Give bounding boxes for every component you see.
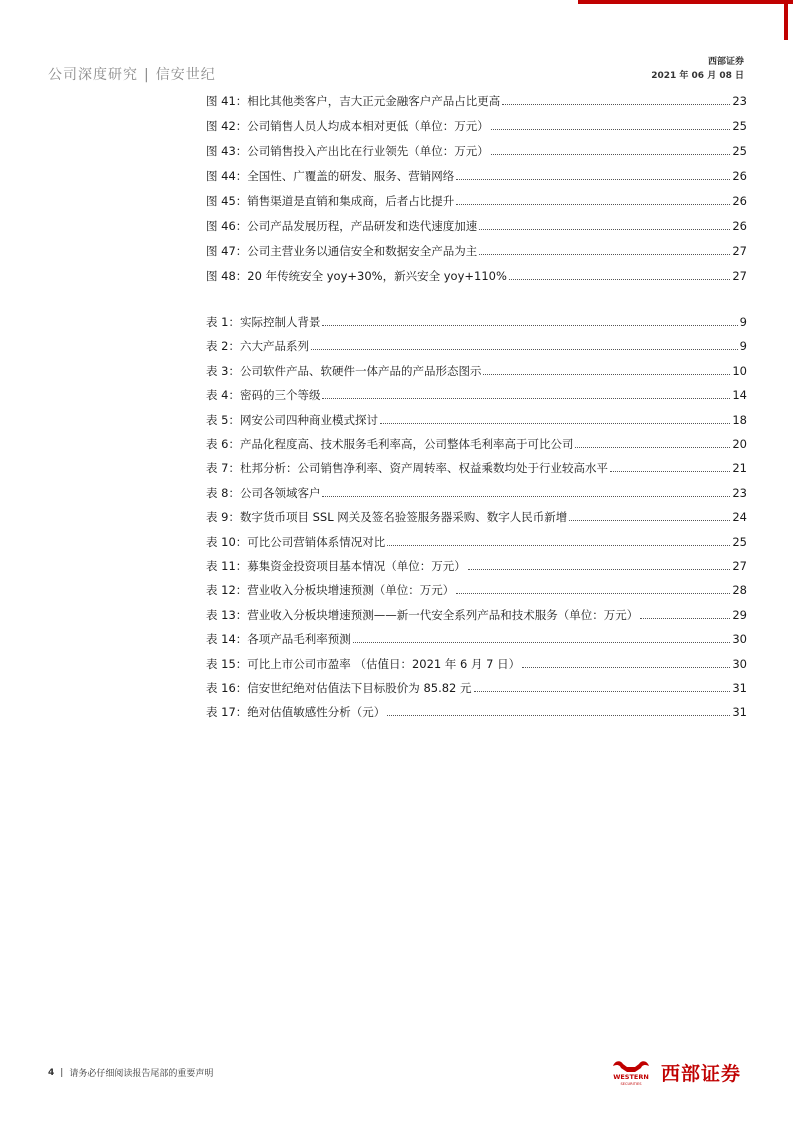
toc-entry-table-7[interactable] (206, 459, 747, 475)
toc-page: 25 (732, 534, 747, 549)
leader-dots (491, 154, 731, 155)
toc-page: 24 (732, 510, 747, 525)
toc-entry-figure-47[interactable] (206, 242, 747, 258)
toc-entry-figure-46[interactable] (206, 217, 747, 233)
leader-dots (569, 520, 730, 521)
toc-entry-table-17[interactable] (206, 703, 747, 719)
toc-label: 图 42：公司销售人员人均成本相对更低（单位：万元） (206, 119, 489, 133)
leader-dots (380, 423, 730, 424)
toc-page: 30 (732, 656, 747, 671)
header-right-block (651, 55, 744, 83)
toc-page: 18 (732, 412, 747, 427)
toc-entry-table-4[interactable] (206, 386, 747, 402)
leader-dots (311, 349, 738, 350)
toc-page: 21 (732, 461, 747, 476)
logo-english-sub: SECURITIES (620, 1082, 642, 1086)
toc-label: 表 2：六大产品系列 (206, 339, 309, 354)
toc-page: 27 (732, 244, 747, 258)
leader-dots (387, 715, 730, 716)
toc-label: 图 48：20 年传统安全 yoy+30%，新兴安全 yoy+110% (206, 269, 507, 283)
leader-dots (468, 569, 731, 570)
toc-label: 表 12：营业收入分板块增速预测（单位：万元） (206, 583, 455, 598)
leader-dots (322, 325, 737, 326)
toc-label: 表 4：密码的三个等级 (206, 388, 321, 403)
toc-entry-figure-45[interactable] (206, 192, 747, 208)
toc-label: 图 44：全国性、广覆盖的研发、服务、营销网络 (206, 169, 455, 183)
toc-page: 30 (732, 632, 747, 647)
toc-label: 表 6：产品化程度高、技术服务毛利率高，公司整体毛利率高于可比公司 (206, 437, 574, 451)
leader-dots (322, 496, 730, 497)
toc-page: 14 (732, 388, 747, 403)
leader-dots (479, 229, 730, 230)
leader-dots (483, 374, 730, 375)
toc-page: 26 (732, 219, 747, 233)
toc-label: 表 7：杜邦分析：公司销售净利率、资产周转率、权益乘数均处于行业较高水平 (206, 461, 608, 476)
toc-page: 9 (739, 315, 747, 329)
toc-label: 表 11：募集资金投资项目基本情况（单位：万元） (206, 559, 466, 573)
toc-label: 表 8：公司各领域客户 (206, 485, 321, 500)
toc-label: 表 10：可比公司营销体系情况对比 (206, 534, 386, 549)
leader-dots (502, 104, 730, 105)
toc-label: 表 16：信安世纪绝对估值法下目标股价为 85.82 元 (206, 681, 472, 695)
toc-page: 27 (732, 559, 747, 573)
toc-entry-table-5[interactable] (206, 411, 747, 427)
corner-bar-horizontal (578, 0, 793, 4)
leader-dots (322, 398, 730, 399)
leader-dots (456, 593, 730, 594)
toc-entry-table-9[interactable] (206, 508, 747, 524)
toc-entry-figure-41[interactable] (206, 92, 747, 108)
toc-page: 29 (732, 607, 747, 622)
toc-label: 图 41：相比其他类客户，吉大正元金融客户产品占比更高 (206, 94, 501, 108)
leader-dots (522, 667, 730, 668)
leader-dots (456, 179, 730, 180)
toc-label: 表 5：网安公司四种商业模式探讨 (206, 412, 378, 427)
toc-label: 表 13：营业收入分板块增速预测——新一代安全系列产品和技术服务（单位：万元） (206, 607, 639, 622)
toc-page: 10 (732, 363, 747, 378)
toc-page: 20 (732, 437, 747, 451)
toc-entry-table-8[interactable] (206, 484, 747, 500)
leader-dots (640, 618, 730, 619)
footer-divider: | (60, 1067, 64, 1078)
leader-dots (479, 254, 730, 255)
footer-notice (48, 1066, 213, 1079)
leader-dots (610, 471, 730, 472)
toc-page: 28 (732, 583, 747, 598)
report-type: 公司深度研究 (48, 67, 138, 83)
toc-label: 表 3：公司软件产品、软硬件一体产品的产品形态图示 (206, 363, 482, 378)
toc-entry-table-12[interactable] (206, 581, 747, 597)
toc-entry-table-14[interactable] (206, 630, 747, 646)
toc-entry-table-2[interactable] (206, 337, 747, 353)
toc-page: 9 (739, 339, 747, 354)
toc-entry-table-16[interactable] (206, 679, 747, 695)
disclaimer-text: 请务必仔细阅读报告尾部的重要声明 (69, 1069, 214, 1079)
header-divider: | (144, 67, 150, 83)
leader-dots (509, 279, 730, 280)
toc-label: 表 15：可比上市公司市盈率 （估值日：2021 年 6 月 7 日） (206, 656, 521, 671)
firm-logo (605, 1057, 750, 1087)
toc-page: 31 (732, 681, 747, 695)
toc-label: 图 43：公司销售投入产出比在行业领先（单位：万元） (206, 144, 489, 158)
toc-label: 图 45：销售渠道是直销和集成商，后者占比提升 (206, 194, 455, 208)
toc-entry-figure-43[interactable] (206, 142, 747, 158)
toc-entry-figure-42[interactable] (206, 117, 747, 133)
toc-entry-table-10[interactable] (206, 533, 747, 549)
leader-dots (387, 545, 730, 546)
page-number: 4 (48, 1067, 55, 1078)
toc-entry-table-11[interactable] (206, 557, 747, 573)
logo-chinese: 西部证券 (661, 1062, 742, 1085)
company-name: 信安世纪 (155, 67, 216, 83)
leader-dots (491, 129, 731, 130)
report-header (48, 64, 216, 84)
report-date: 2021 年 06 月 08 日 (651, 71, 744, 81)
corner-bar-vertical (784, 0, 788, 40)
toc-page: 26 (732, 169, 747, 183)
logo-english: WESTERN (613, 1073, 649, 1081)
toc-label: 图 46：公司产品发展历程，产品研发和迭代速度加速 (206, 219, 478, 233)
toc-entry-table-1[interactable] (206, 313, 747, 329)
toc-label: 表 14：各项产品毛利率预测 (206, 632, 351, 647)
toc-entry-table-3[interactable] (206, 362, 747, 378)
toc-entry-table-6[interactable] (206, 435, 747, 451)
leader-dots (353, 642, 731, 643)
toc-entry-figure-48[interactable] (206, 267, 747, 283)
toc-entry-figure-44[interactable] (206, 167, 747, 183)
toc-label: 表 17：绝对估值敏感性分析（元） (206, 705, 386, 720)
toc-page: 25 (732, 119, 747, 133)
toc-page: 27 (732, 269, 747, 283)
toc-label: 表 1：实际控制人背景 (206, 315, 321, 329)
leader-dots (474, 691, 731, 692)
corner-decoration (578, 0, 793, 40)
toc-page: 26 (732, 194, 747, 208)
toc-entry-table-15[interactable] (206, 655, 747, 671)
toc-entry-table-13[interactable] (206, 606, 747, 622)
toc-page: 23 (732, 485, 747, 500)
firm-name: 西部证券 (707, 57, 744, 67)
bull-logo-icon (605, 1058, 657, 1086)
toc-label: 图 47：公司主营业务以通信安全和数据安全产品为主 (206, 244, 478, 258)
toc-label: 表 9：数字货币项目 SSL 网关及签名验签服务器采购、数字人民币新增 (206, 510, 568, 525)
leader-dots (575, 447, 730, 448)
toc-page: 23 (732, 94, 747, 108)
toc-page: 25 (732, 144, 747, 158)
leader-dots (456, 204, 730, 205)
toc-page: 31 (732, 705, 747, 720)
